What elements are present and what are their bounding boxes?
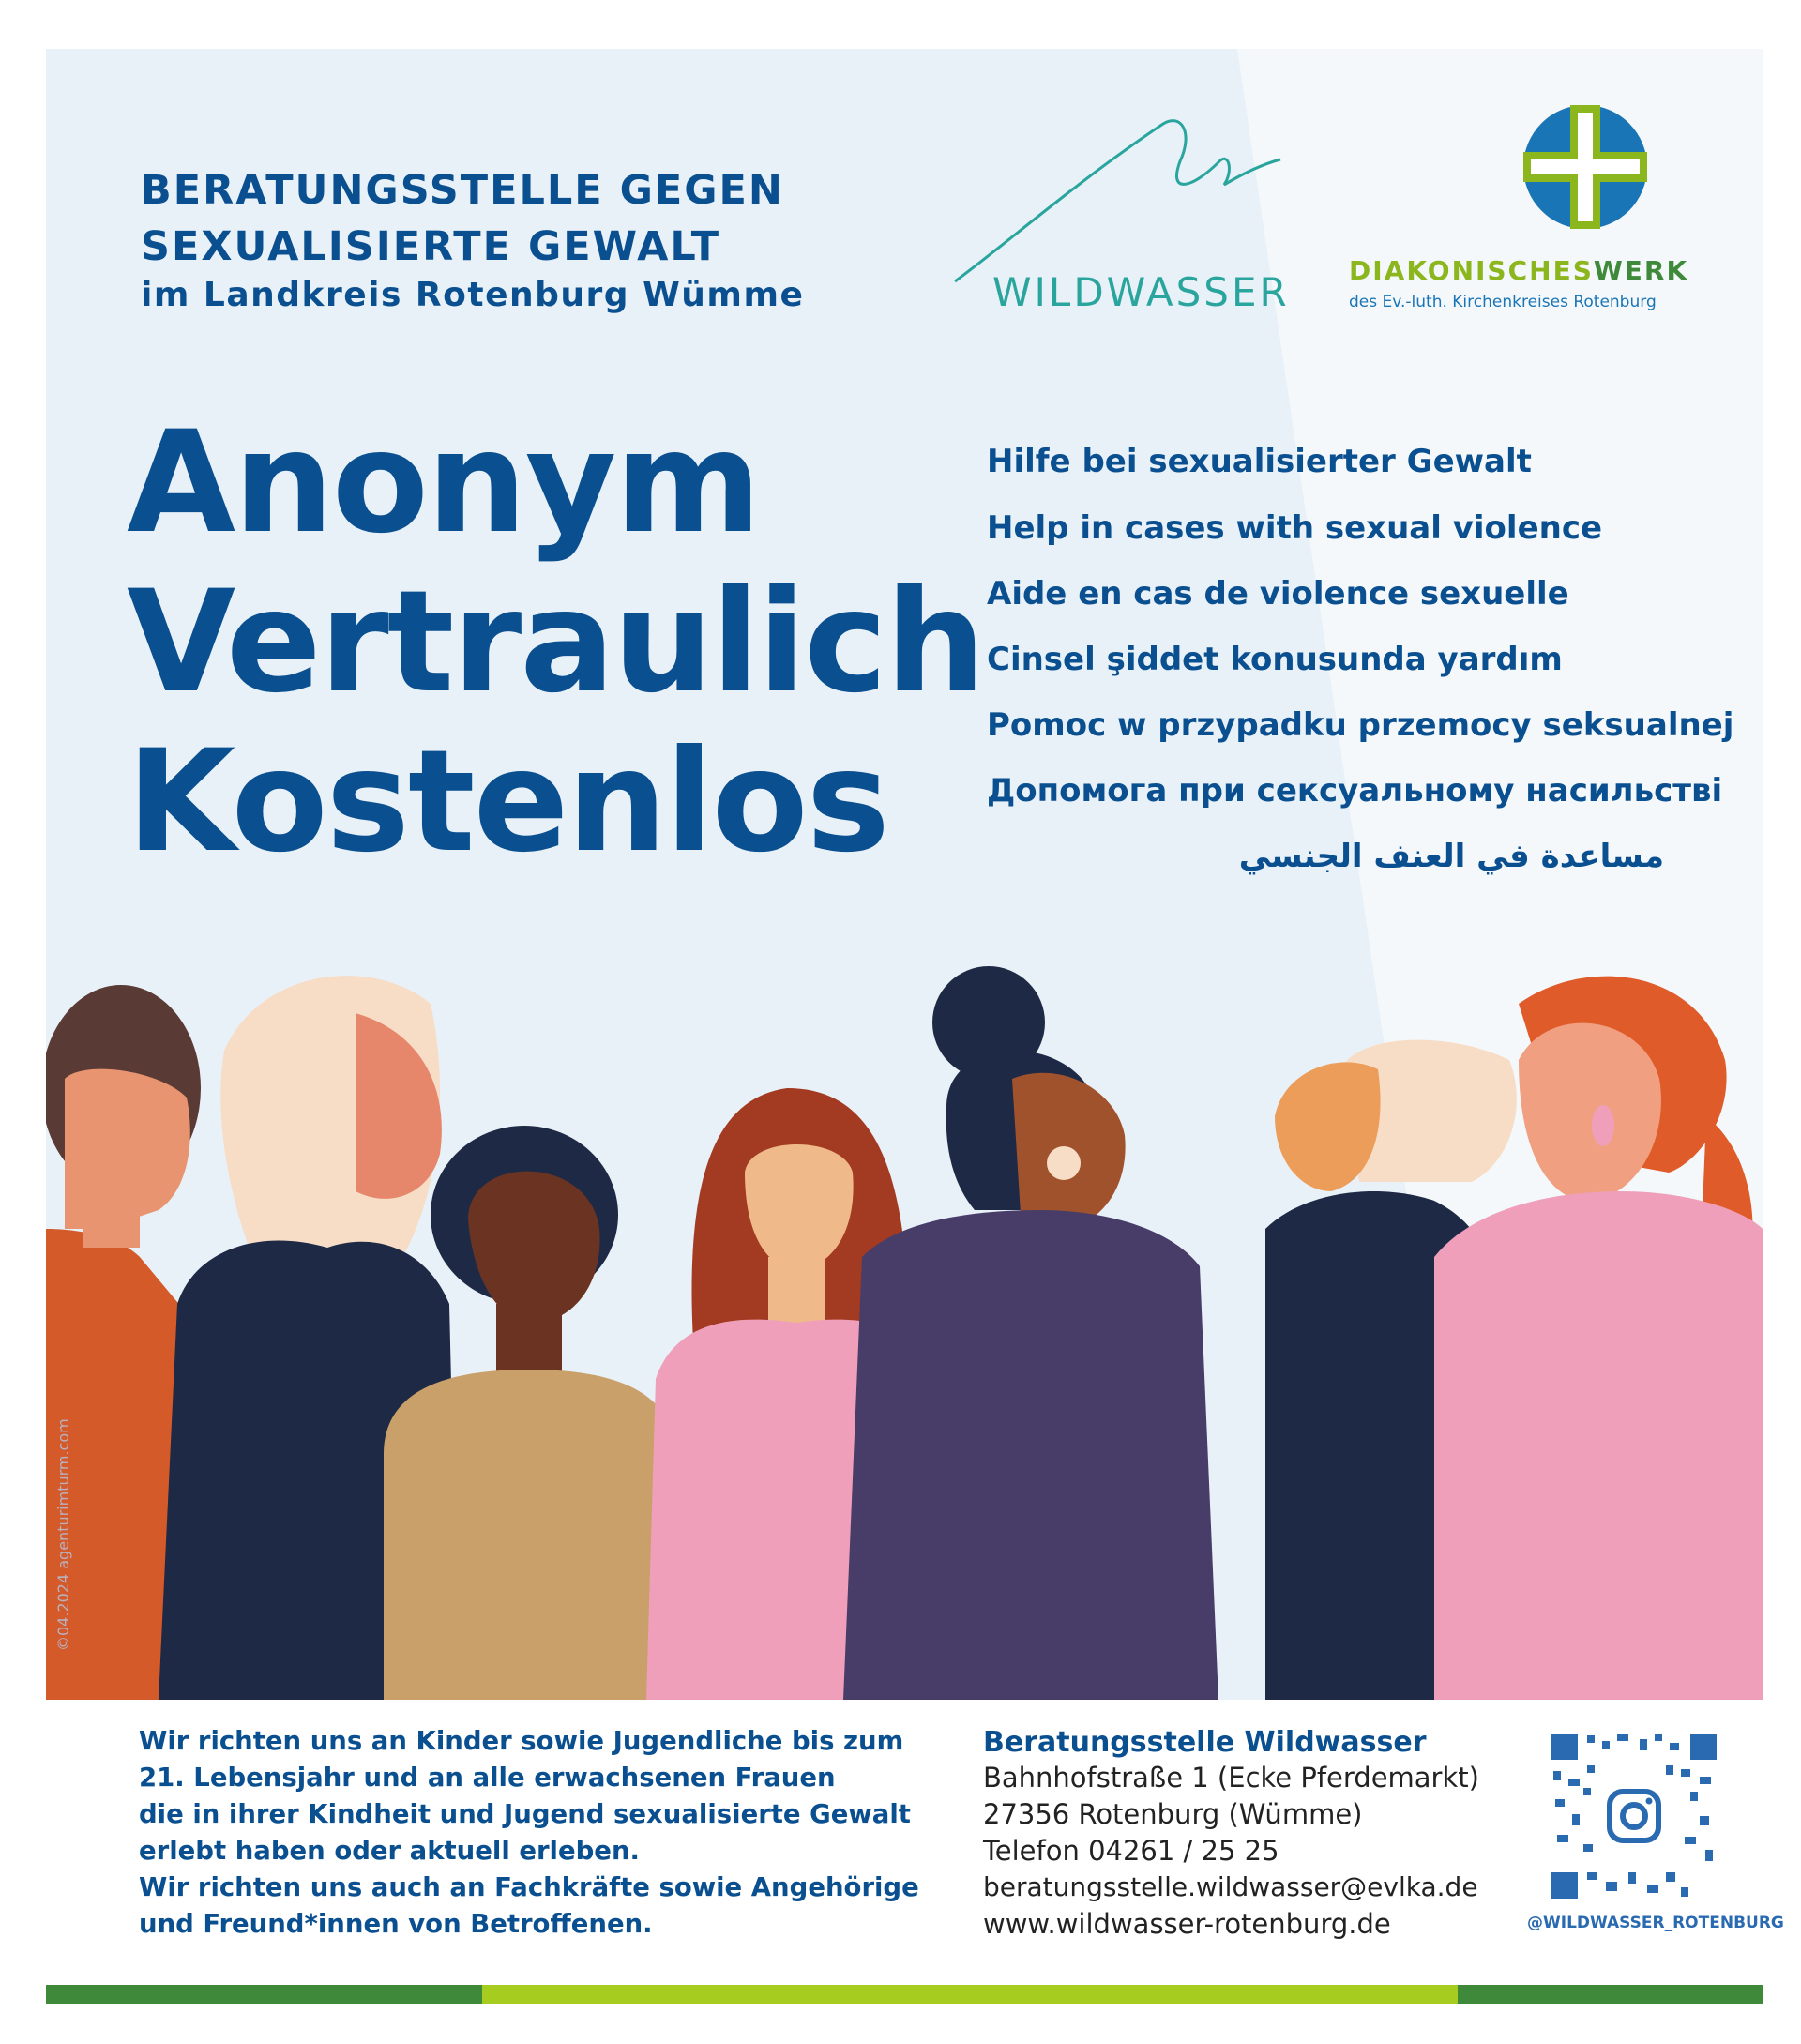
diakonie-logo-part1: DIAKONISCHES [1349,255,1594,286]
help-french: Aide en cas de violence sexuelle [987,575,1569,613]
description-line3: die in ihrer Kindheit und Jugend sexualisierte Gewalt [139,1799,911,1829]
help-turkish: Cinsel şiddet konusunda yardım [987,641,1563,678]
footer-bar-left [46,1985,482,2004]
help-arabic: مساعدة في العنف الجنسي [1238,838,1664,875]
org-name-line1: BERATUNGSSTELLE GEGEN [141,167,784,214]
contact-name: Beratungsstelle Wildwasser [983,1726,1427,1759]
description-line4: erlebt haben oder aktuell erleben. [139,1836,640,1866]
diakonie-cross-icon [1521,103,1649,231]
org-name-line2: SEXUALISIERTE GEWALT [141,223,721,270]
contact-street: Bahnhofstraße 1 (Ecke Pferdemarkt) [983,1762,1479,1794]
contact-city: 27356 Rotenburg (Wümme) [983,1798,1363,1830]
diakonie-logo-part2: WERK [1593,255,1689,286]
headline-kostenlos: Kostenlos [127,720,888,884]
help-english: Help in cases with sexual violence [987,509,1603,547]
description-line1: Wir richten uns an Kinder sowie Jugendliche bis zum [139,1726,904,1756]
description-line5: Wir richten uns auch an Fachkräfte sowie Angehörige [139,1872,919,1902]
help-ukrainian: Допомога при сексуальному насильстві [987,772,1723,810]
footer-bar-right [1458,1985,1763,2004]
image-credit: ©04.2024 agenturimturm.com [54,1418,72,1651]
contact-website[interactable]: www.wildwasser-rotenburg.de [983,1908,1391,1940]
description-line6: und Freund*innen von Betroffenen. [139,1909,653,1939]
diakonie-subtitle: des Ev.-luth. Kirchenkreises Rotenburg [1349,293,1657,311]
qr-code-icon[interactable] [1550,1732,1718,1900]
wildwasser-wave-icon [947,105,1285,283]
women-illustration [46,947,1763,1700]
help-german: Hilfe bei sexualisierter Gewalt [987,443,1532,480]
headline-vertraulich: Vertraulich [127,561,984,724]
instagram-handle[interactable]: @WILDWASSER_ROTENBURG [1527,1914,1784,1932]
diakonie-logo-text [1349,255,1688,286]
org-region: im Landkreis Rotenburg Wümme [141,276,805,314]
contact-email[interactable]: beratungsstelle.wildwasser@evlka.de [983,1871,1478,1902]
footer-bar-middle [482,1985,1458,2004]
help-polish: Pomoc w przypadku przemocy seksualnej [987,706,1734,744]
headline-anonym: Anonym [127,401,760,565]
description-line2: 21. Lebensjahr und an alle erwachsenen Frauen [139,1763,836,1793]
contact-phone: Telefon 04261 / 25 25 [983,1835,1279,1867]
wildwasser-logo-text: WILDWASSER [992,269,1290,315]
